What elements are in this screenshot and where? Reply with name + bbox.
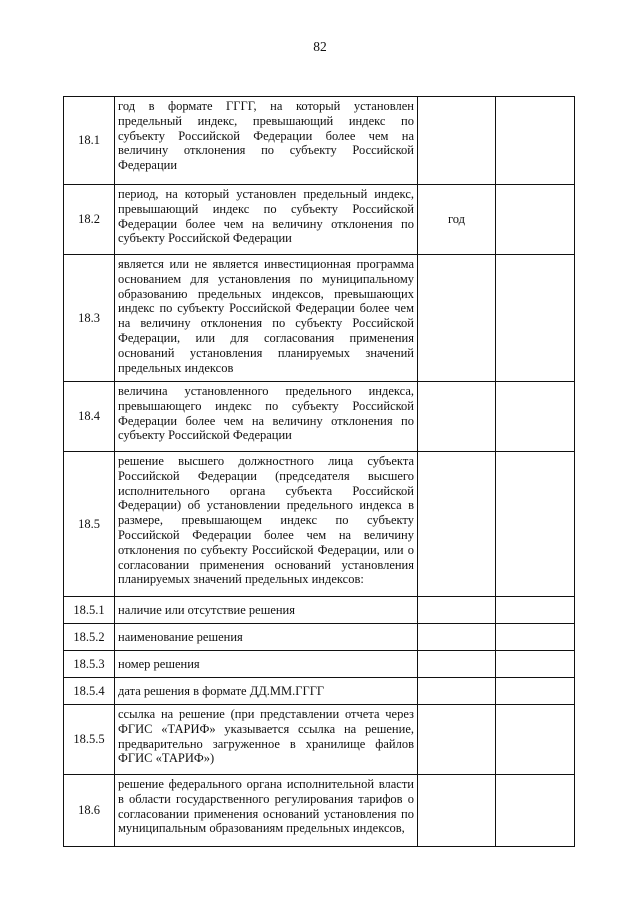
row-value	[496, 705, 575, 775]
table-row	[64, 705, 575, 775]
row-value	[496, 651, 575, 678]
row-description: период, на который установлен предельный индекс, превышающий индекс по субъекту Российской Федерации более чем на величину отклонения по субъекту Российской Федерации	[115, 185, 418, 255]
row-unit	[418, 624, 496, 651]
table-row	[64, 678, 575, 705]
table-row	[64, 775, 575, 847]
row-number: 18.3	[64, 255, 115, 382]
data-table	[63, 96, 575, 847]
row-value	[496, 185, 575, 255]
row-unit	[418, 382, 496, 452]
row-description: решение федерального органа исполнительной власти в области государственного регулирования тарифов о согласовании применения оснований установления по муниципальным образованиям предельных индексов,	[115, 775, 418, 847]
row-unit	[418, 97, 496, 185]
table-row	[64, 255, 575, 382]
page-number: 82	[313, 39, 327, 54]
row-number: 18.5.3	[64, 651, 115, 678]
row-number: 18.6	[64, 775, 115, 847]
row-description: решение высшего должностного лица субъекта Российской Федерации (председателя высшего исполнительного органа субъекта Российской Федерации) об установлении предельного индекса в размере, превышающем индекс по субъекту Российской Федерации более чем на величину отклонения по субъекту Российской Федерации, или о согласовании применения оснований установления планируемых значений предельных индексов:	[115, 452, 418, 597]
row-number: 18.5.1	[64, 597, 115, 624]
row-value	[496, 597, 575, 624]
row-number: 18.5	[64, 452, 115, 597]
table-row	[64, 597, 575, 624]
row-value	[496, 775, 575, 847]
row-number: 18.1	[64, 97, 115, 185]
table-row	[64, 452, 575, 597]
row-unit	[418, 597, 496, 624]
table-row	[64, 185, 575, 255]
row-unit	[418, 705, 496, 775]
row-description: ссылка на решение (при представлении отчета через ФГИС «ТАРИФ» указывается ссылка на решение, предварительно загруженное в хранилище файлов ФГИС «ТАРИФ»)	[115, 705, 418, 775]
row-value	[496, 624, 575, 651]
row-description: наименование решения	[115, 624, 418, 651]
row-value	[496, 382, 575, 452]
row-number: 18.5.4	[64, 678, 115, 705]
row-number: 18.5.5	[64, 705, 115, 775]
row-unit: год	[418, 185, 496, 255]
row-description: номер решения	[115, 651, 418, 678]
row-number: 18.2	[64, 185, 115, 255]
table-row	[64, 624, 575, 651]
row-value	[496, 452, 575, 597]
row-unit	[418, 775, 496, 847]
row-number: 18.5.2	[64, 624, 115, 651]
row-unit	[418, 452, 496, 597]
row-description: величина установленного предельного индекса, превышающего индекс по субъекту Российской Федерации более чем на величину отклонения по субъекту Российской Федерации	[115, 382, 418, 452]
row-number: 18.4	[64, 382, 115, 452]
row-value	[496, 97, 575, 185]
row-description: год в формате ГГГГ, на который установлен предельный индекс, превышающий индекс по субъекту Российской Федерации более чем на величину отклонения по субъекту Российской Федерации	[115, 97, 418, 185]
row-unit	[418, 678, 496, 705]
row-unit	[418, 255, 496, 382]
row-value	[496, 255, 575, 382]
table-row	[64, 97, 575, 185]
row-description: является или не является инвестиционная программа основанием для установления по муниципальному образованию предельных индексов, превышающих индекс по субъекту Российской Федерации более чем на величину отклонения по субъекту Российской Федерации, или для согласования применения оснований установления планируемых значений предельных индексов	[115, 255, 418, 382]
row-value	[496, 678, 575, 705]
row-unit	[418, 651, 496, 678]
row-description: наличие или отсутствие решения	[115, 597, 418, 624]
table-row	[64, 651, 575, 678]
table-row	[64, 382, 575, 452]
row-description: дата решения в формате ДД.ММ.ГГГГ	[115, 678, 418, 705]
